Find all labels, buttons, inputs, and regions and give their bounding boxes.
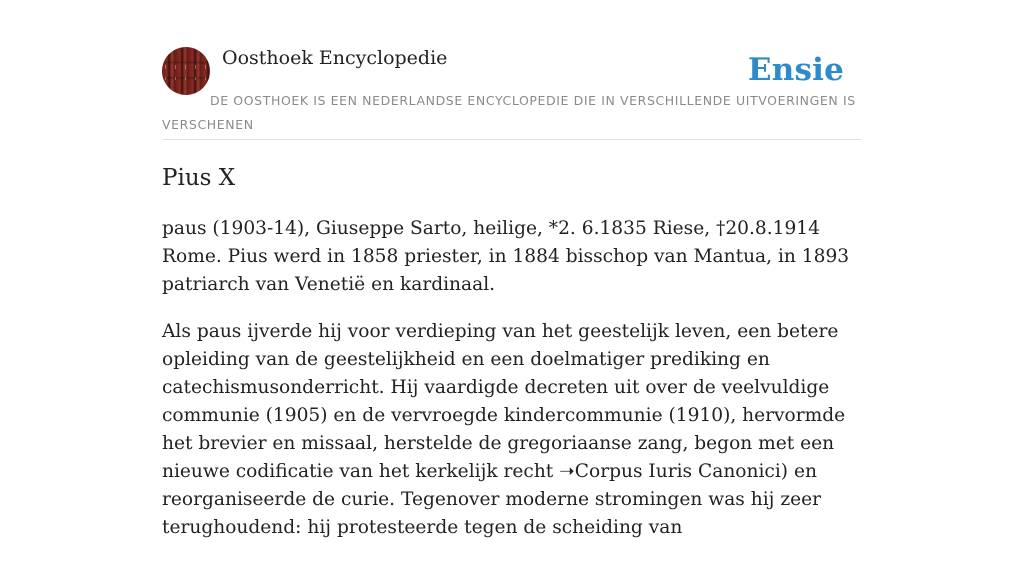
article-body	[162, 215, 868, 561]
article-paragraph: Als paus ijverde hij voor verdieping van het geestelijk leven, een betere opleiding van de geestelijkheid en een doelmatiger prediking en catechismusonderricht. Hij vaardigde decreten uit over de veelvuldige communie (1905) en de vervroegde kindercommunie (1910), hervormde het brevier en missaal, herstelde de gregoriaanse zang, begon met een nieuwe codificatie van het kerkelijk recht ➝Corpus Iuris Canonici) en reorganiseerde de curie. Tegenover moderne stromingen was hij zeer terughoudend: hij protesteerde tegen de scheiding van	[162, 321, 846, 538]
article-paragraph: paus (1903-14), Giuseppe Sarto, heilige, *2. 6.1835 Riese, †20.8.1914 Rome. Pius werd in 1858 priester, in 1884 bisschop van Mantua, in 1893 patriarch van Venetië en kardinaal.	[162, 218, 850, 295]
brand-logo[interactable]: Ensie	[747, 52, 844, 88]
site-tagline: DE OOSTHOEK IS EEN NEDERLANDSE ENCYCLOPEDIE DIE IN VERSCHILLENDE UITVOERINGEN IS VERSCHENEN	[162, 93, 856, 132]
site-title[interactable]: Oosthoek Encyclopedie	[222, 47, 448, 69]
page-wrapper	[162, 0, 862, 140]
site-avatar-books-icon[interactable]	[162, 47, 210, 95]
page-title: Pius X	[162, 165, 236, 191]
site-header	[162, 0, 862, 140]
